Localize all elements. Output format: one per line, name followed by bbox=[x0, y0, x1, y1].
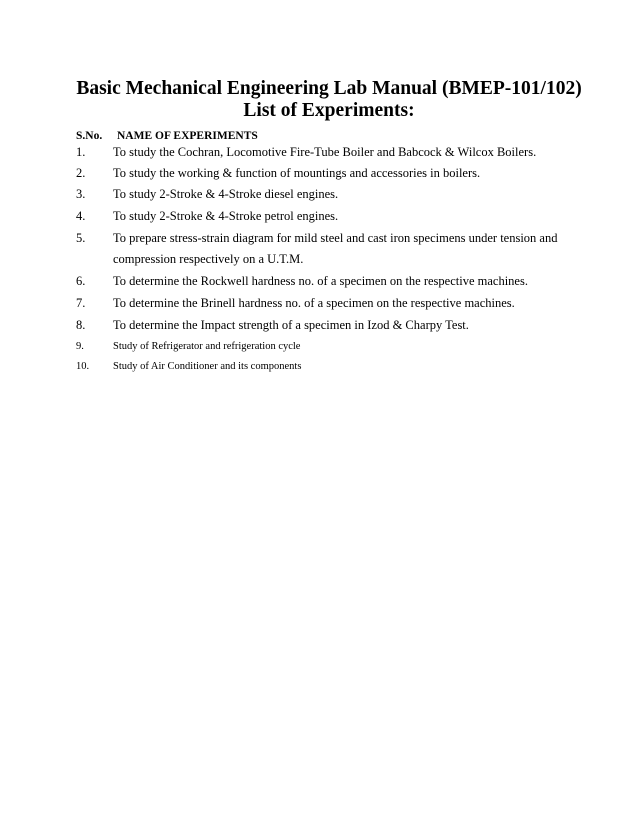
item-text: To study 2-Stroke & 4-Stroke petrol engines. bbox=[113, 209, 339, 223]
item-text: To determine the Brinell hardness no. of a specimen on the respective machines. bbox=[113, 296, 515, 310]
item-number: 3. bbox=[76, 187, 86, 201]
list-header bbox=[76, 129, 258, 143]
item-text: To study the working & function of mountings and accessories in boilers. bbox=[113, 166, 481, 180]
item-number: 1. bbox=[76, 145, 86, 159]
item-text: Study of Refrigerator and refrigeration cycle bbox=[113, 341, 301, 352]
item-text: To determine the Impact strength of a specimen in Izod & Charpy Test. bbox=[113, 318, 469, 332]
item-text: Study of Air Conditioner and its components bbox=[113, 361, 302, 372]
item-number: 8. bbox=[76, 318, 86, 332]
item-text: To determine the Rockwell hardness no. of a specimen on the respective machines. bbox=[113, 274, 528, 288]
item-number: 5. bbox=[76, 231, 86, 245]
name-header: NAME OF EXPERIMENTS bbox=[117, 130, 258, 142]
item-number: 4. bbox=[76, 209, 86, 223]
document-subtitle: List of Experiments: bbox=[243, 100, 415, 121]
item-text: To study 2-Stroke & 4-Stroke diesel engines. bbox=[113, 187, 339, 201]
item-text: To prepare stress-strain diagram for mild steel and cast iron specimens under tension and bbox=[113, 231, 558, 245]
item-number: 10. bbox=[76, 361, 90, 372]
item-number: 7. bbox=[76, 296, 86, 310]
item-text: To study the Cochran, Locomotive Fire-Tube Boiler and Babcock & Wilcox Boilers. bbox=[113, 145, 537, 159]
item-text-continuation: compression respectively on a U.T.M. bbox=[113, 252, 304, 266]
sno-header: S.No. bbox=[76, 130, 103, 142]
item-number: 6. bbox=[76, 274, 86, 288]
item-number: 9. bbox=[76, 341, 84, 352]
item-number: 2. bbox=[76, 166, 86, 180]
document-title: Basic Mechanical Engineering Lab Manual (BMEP-101/102) bbox=[76, 78, 582, 99]
